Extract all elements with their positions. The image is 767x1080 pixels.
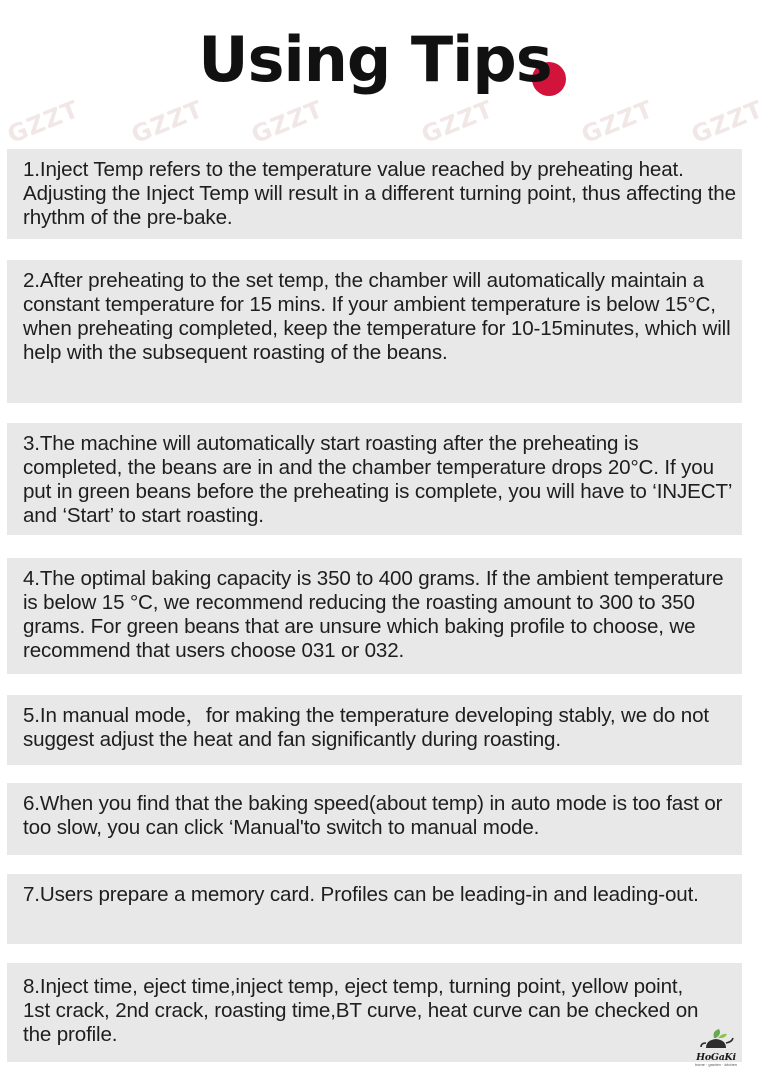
watermark: GZZT [247,94,328,150]
tip-box-2 [7,260,742,403]
watermark: GZZT [577,94,658,150]
header [0,18,750,102]
watermark: GZZT [127,94,208,150]
tip-text-8: 8.Inject time, eject time,inject temp, eject temp, turning point, yellow point, 1st crack, 2nd crack, roasting time,BT curve, heat curve can be checked on the profile. [23,975,699,1046]
watermark: GZZT [3,94,84,150]
brand-logo [692,1028,740,1070]
logo-tagline: home · garden · kitchen [694,1062,738,1067]
tip-box-3 [7,423,742,535]
tip-box-1 [7,149,742,239]
tip-text-7: 7.Users prepare a memory card. Profiles can be leading-in and leading-out. [23,883,699,906]
tip-text-3: 3.The machine will automatically start roasting after the preheating is completed, the beans are in and the chamber temperature drops 20°C. If you put in green beans before the preheating is complete, you will have to ‘INJECT’ and ‘Start’ to start roasting. [23,432,732,527]
tip-box-5 [7,695,742,765]
tip-text-5: 5.In manual mode，for making the temperature developing stably, we do not suggest adjust the heat and fan significantly during roasting. [23,704,709,751]
tip-text-6: 6.When you find that the baking speed(about temp) in auto mode is too fast or too slow, you can click ‘Manual'to switch to manual mode. [23,792,723,839]
watermark: GZZT [687,94,767,150]
tip-box-4 [7,558,742,674]
tip-box-8 [7,963,742,1062]
tip-box-6 [7,783,742,855]
tip-text-2: 2.After preheating to the set temp, the chamber will automatically maintain a constant temperature for 15 mins. If your ambient temperature is below 15°C, when preheating completed, keep the temperature for 10-15minutes, which will help with the subsequent roasting of the beans. [23,269,731,364]
tip-text-4: 4.The optimal baking capacity is 350 to 400 grams. If the ambient temperature is below 15 °C, we recommend reducing the roasting amount to 300 to 350 grams. For green beans that are unsure which baking profile to choose, we recommend that users choose 031 or 032. [23,567,724,662]
watermark: GZZT [417,94,498,150]
page-title: Using Tips [198,18,551,102]
tip-text-1: 1.Inject Temp refers to the temperature value reached by preheating heat. Adjusting the Inject Temp will result in a different turning point, thus affecting the rhythm of the pre-bake. [23,158,736,229]
leaf-teapot-icon [692,1028,740,1054]
logo-name: HoGaKi [696,1052,736,1063]
tip-box-7 [7,874,742,944]
